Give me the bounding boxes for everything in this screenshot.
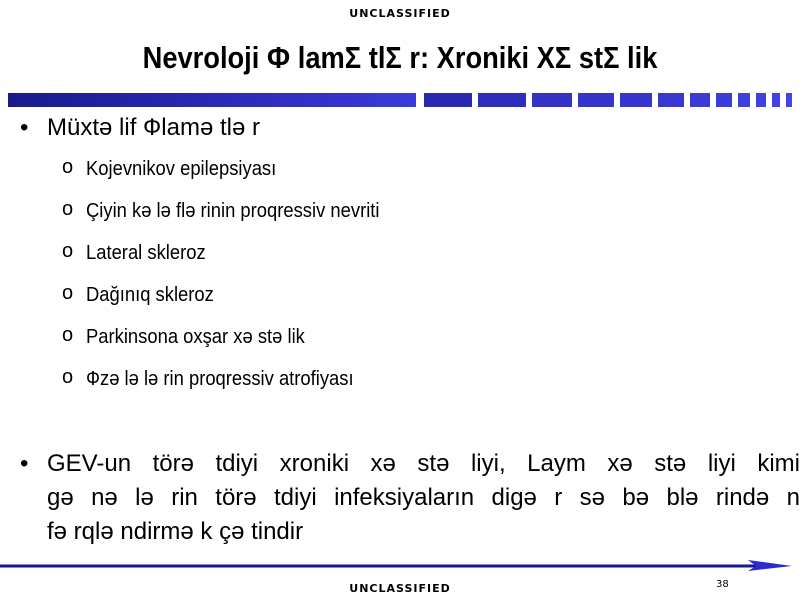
bullet-marker: • xyxy=(20,114,29,141)
bullet-text: Müxtə lif Фlamə tlə r xyxy=(47,114,260,141)
paragraph-line: gə nə lə rin törə tdiyi infeksiyaların digə r sə bə blə rində n xyxy=(47,484,800,511)
sub-item-text: Dağınıq skleroz xyxy=(86,284,214,306)
bullet-marker: • xyxy=(20,450,29,477)
sub-item-text: Çiyin kə lə flə rinin proqressiv nevriti xyxy=(86,200,380,222)
footer-rule xyxy=(0,558,800,570)
sub-item-text: Фzə lə lə rin proqressiv atrofiyası xyxy=(86,368,354,390)
paragraph-line: fə rqlə ndirmə k çə tindir xyxy=(47,518,304,545)
sub-item-text: Lateral skleroz xyxy=(86,242,206,264)
sub-marker: o xyxy=(62,156,74,178)
title-underline-bar xyxy=(8,93,794,107)
sub-marker: o xyxy=(62,240,74,262)
header-classification: UNCLASSIFIED xyxy=(349,7,451,20)
footer-rule-graphic xyxy=(0,559,800,571)
sub-item-text: Parkinsona oxşar xə stə lik xyxy=(86,326,305,348)
sub-marker: o xyxy=(62,366,74,388)
sub-marker: o xyxy=(62,198,74,220)
page-number: 38 xyxy=(716,579,729,590)
slide-title: Nevroloji Ф lamΣ tlΣ r: Xroniki XΣ stΣ lik xyxy=(142,40,658,75)
title-bar-graphic xyxy=(8,93,794,107)
sub-item-text: Kojevnikov epilepsiyası xyxy=(86,158,277,180)
footer-classification: UNCLASSIFIED xyxy=(349,582,451,595)
sub-marker: o xyxy=(62,324,74,346)
paragraph-line: GEV-un törə tdiyi xroniki xə stə liyi, Laym xə stə liyi kimi xyxy=(47,450,800,477)
sub-marker: o xyxy=(62,282,74,304)
